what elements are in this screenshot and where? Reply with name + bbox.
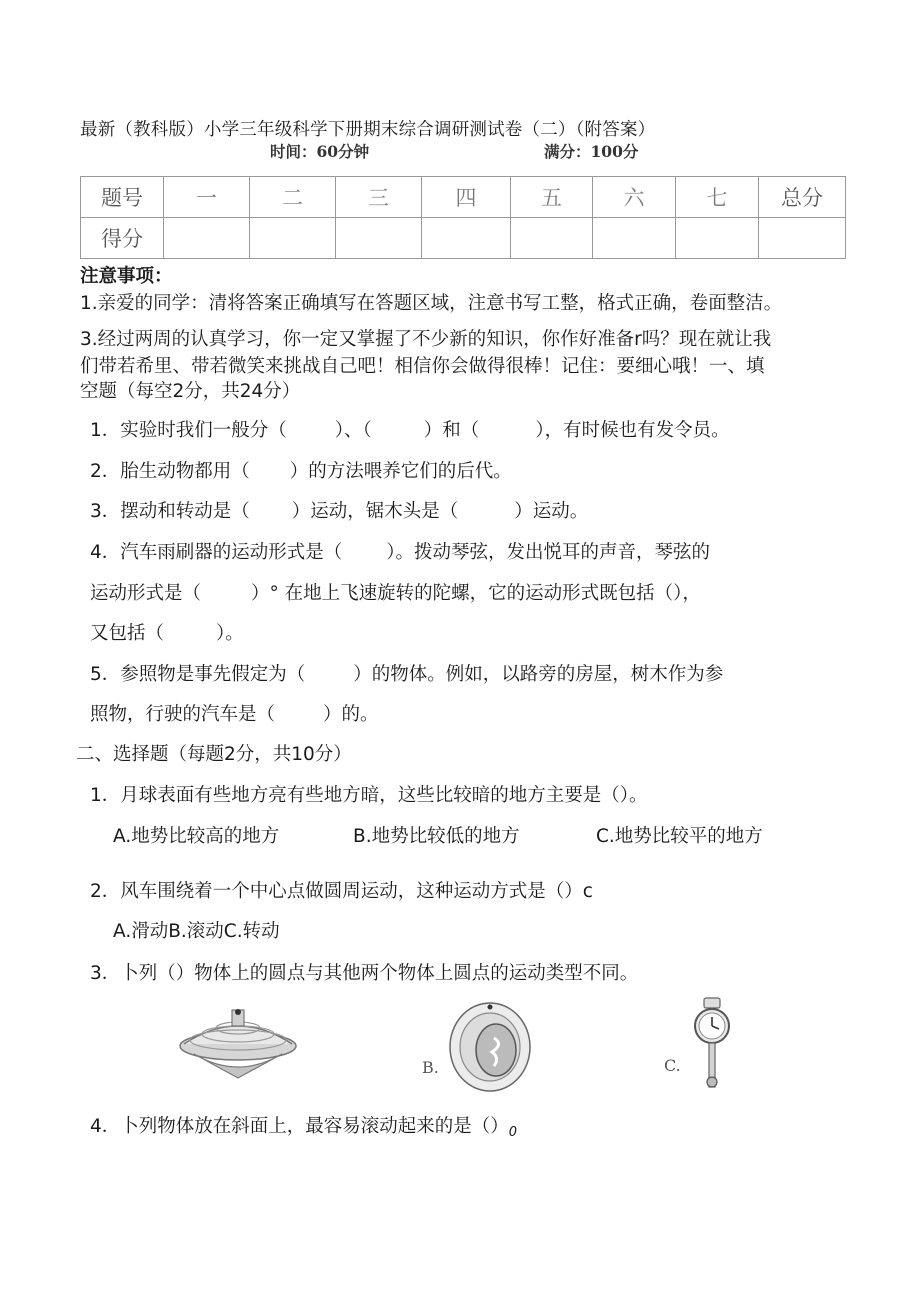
fill-question-4-line1 — [90, 538, 710, 564]
fill-question-5-line2 — [90, 700, 379, 726]
fill-question-5-line1 — [90, 660, 723, 686]
choice-q1-option-b[interactable]: B.地势比较低的地方 — [353, 826, 520, 847]
question-text: 1．实验时我们一般分（ — [90, 420, 287, 441]
score-table-score-row — [81, 218, 846, 259]
table-cell: 三 — [336, 177, 422, 218]
question-text: ）。拨动琴弦，发出悦耳的声音，琴弦的 — [386, 542, 711, 563]
score-input-cell[interactable] — [759, 218, 846, 259]
table-cell: 七 — [676, 177, 759, 218]
question-text: ）° 在地上飞速旋转的陀螺，它的运动形式既包括（）， — [251, 583, 701, 604]
choice-q2-options[interactable]: A.滑动B.滚动C.转动 — [113, 921, 280, 942]
table-cell: 二 — [250, 177, 336, 218]
table-cell: 题号 — [81, 177, 164, 218]
question-text: ）的。 — [323, 704, 379, 725]
table-cell: 六 — [593, 177, 676, 218]
score-table-header-row — [81, 177, 846, 218]
question-text: ）和（ — [423, 420, 480, 441]
choice-q1-option-c[interactable]: C.地势比较平的地方 — [596, 826, 763, 847]
exam-time: 时间：60分钟 — [270, 142, 370, 161]
pendulum-clock-icon[interactable] — [690, 996, 740, 1096]
spinning-top-icon[interactable] — [174, 1000, 304, 1082]
question-text: 5．参照物是事先假定为（ — [90, 664, 306, 685]
score-table — [80, 176, 846, 259]
choice-question-4 — [90, 1112, 517, 1140]
question-text: ）、（ — [334, 420, 372, 441]
question-text: ）运动，锯木头是（ — [291, 501, 459, 522]
question-text: 2．胎生动物都用（ — [90, 461, 250, 482]
notice-item-3-line3: 空题（每空2分，共24分） — [80, 381, 301, 402]
question-text: ）运动。 — [514, 501, 589, 522]
table-cell: 四 — [422, 177, 511, 218]
fill-question-2 — [90, 457, 512, 483]
question-text: ），有时候也有发令员。 — [535, 420, 730, 441]
choice-section-heading: 二、选择题（每题2分，共10分） — [76, 744, 352, 765]
question-text: ）的物体。例如，以路旁的房屋，树木作为参 — [353, 664, 724, 685]
score-input-cell[interactable] — [511, 218, 593, 259]
question-text: 又包括（ — [90, 623, 165, 644]
choice-question-1: 1．月球表面有些地方亮有些地方暗，这些比较暗的地方主要是（）。 — [90, 785, 648, 806]
score-input-cell[interactable] — [593, 218, 676, 259]
fill-question-4-line2 — [90, 579, 701, 605]
question-text: 运动形式是（ — [90, 583, 202, 604]
choice-q3-label-b: B. — [422, 1058, 439, 1077]
table-cell: 一 — [164, 177, 250, 218]
fill-question-3 — [90, 497, 588, 523]
choice-question-3: 3．卜列（）物体上的圆点与其他两个物体上圆点的运动类型不同。 — [90, 963, 639, 984]
question-text: 3．摆动和转动是（ — [90, 501, 250, 522]
score-input-cell[interactable] — [676, 218, 759, 259]
notice-item-3-line1: 3.经过两周的认真学习，你一定又掌握了不少新的知识，你作好准备r吗？现在就让我 — [80, 329, 772, 350]
fill-question-1 — [90, 416, 730, 442]
choice-question-2: 2．风车围绕着一个中心点做圆周运动，这种运动方式是（）c — [90, 881, 593, 902]
notice-heading: 注意事项： — [80, 266, 173, 287]
table-cell: 五 — [511, 177, 593, 218]
question-tail: 0 — [508, 1125, 518, 1140]
score-input-cell[interactable] — [422, 218, 511, 259]
score-input-cell[interactable] — [164, 218, 250, 259]
score-input-cell[interactable] — [250, 218, 336, 259]
choice-q3-label-c: C. — [664, 1056, 681, 1075]
notice-item-3-line2: 们带若希里、带若微笑来挑战自己吧！相信你会做得很棒！记住：要细心哦！一、填 — [80, 356, 765, 377]
yoyo-icon[interactable] — [420, 1000, 540, 1095]
question-text: ）。 — [216, 623, 244, 644]
question-text: 照物，行驶的汽车是（ — [90, 704, 276, 725]
question-text: 4．卜列物体放在斜面上，最容易滚动起来的是（） — [90, 1116, 509, 1137]
score-input-cell[interactable] — [336, 218, 422, 259]
table-cell: 总分 — [759, 177, 846, 218]
notice-item-1: 1.亲爱的同学：清将答案正确填写在答题区域，注意书写工整，格式正确，卷面整洁。 — [80, 293, 783, 314]
table-cell: 得分 — [81, 218, 164, 259]
question-text: ）的方法喂养它们的后代。 — [289, 461, 512, 482]
question-text: 4．汽车雨刷器的运动形式是（ — [90, 542, 343, 563]
page-title: 最新（教科版）小学三年级科学下册期末综合调研测试卷（二）（附答案） — [80, 120, 656, 140]
fill-question-4-line3 — [90, 619, 244, 645]
exam-full-score: 满分：100分 — [544, 142, 639, 161]
choice-q1-option-a[interactable]: A.地势比较高的地方 — [113, 826, 280, 847]
